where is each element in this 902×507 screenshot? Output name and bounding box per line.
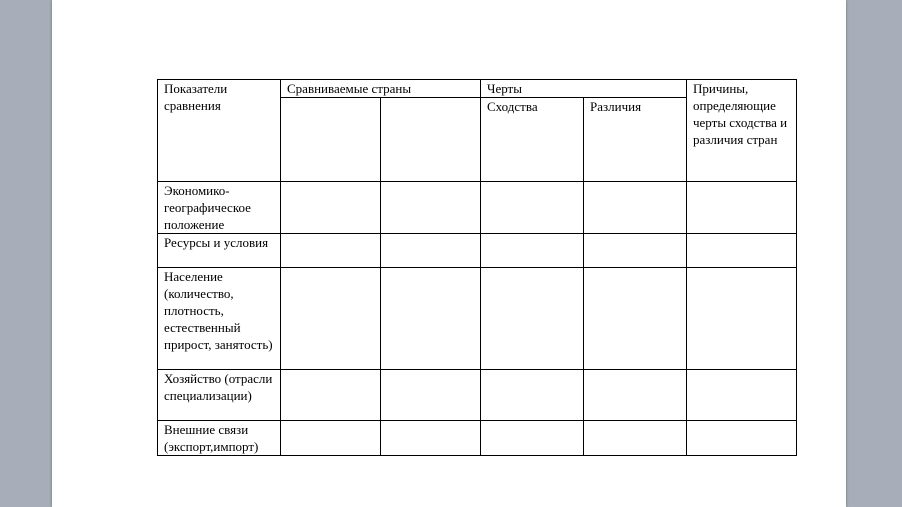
table-cell[interactable] [687,370,797,421]
table-cell[interactable] [481,370,584,421]
table-header-row-1 [158,80,797,98]
header-similarities: Сходства [481,98,584,182]
table-cell[interactable] [381,268,481,370]
table-cell[interactable] [584,234,687,268]
row-label-economy: Хозяйство (отрасли специализации) [158,370,281,421]
table-cell[interactable] [481,234,584,268]
document-page [52,0,846,507]
table-cell[interactable] [481,421,584,456]
table-cell[interactable] [584,268,687,370]
table-cell[interactable] [281,370,381,421]
header-differences: Различия [584,98,687,182]
table-cell[interactable] [687,268,797,370]
table-row [158,370,797,421]
table-row [158,421,797,456]
table-cell[interactable] [584,370,687,421]
table-cell[interactable] [381,234,481,268]
row-label-population: Население (количество, плотность, естественный прирост, занятость) [158,268,281,370]
table-row [158,182,797,234]
table-row [158,268,797,370]
table-cell[interactable] [281,421,381,456]
table-cell[interactable] [281,234,381,268]
country-1-cell[interactable] [281,98,381,182]
row-label-position: Экономико-географическое положение [158,182,281,234]
table-cell[interactable] [584,421,687,456]
comparison-table [157,79,797,456]
table-cell[interactable] [687,234,797,268]
header-countries: Сравниваемые страны [281,80,481,98]
table-cell[interactable] [687,421,797,456]
table-row [158,234,797,268]
table-cell[interactable] [381,370,481,421]
header-reasons: Причины, определяющие черты сходства и различия стран [687,80,797,182]
table-cell[interactable] [281,268,381,370]
country-2-cell[interactable] [381,98,481,182]
header-features: Черты [481,80,687,98]
row-label-resources: Ресурсы и условия [158,234,281,268]
table-cell[interactable] [687,182,797,234]
row-label-external-links: Внешние связи (экспорт,импорт) [158,421,281,456]
table-cell[interactable] [381,182,481,234]
table-cell[interactable] [481,268,584,370]
table-cell[interactable] [481,182,584,234]
table-cell[interactable] [281,182,381,234]
header-indicators: Показатели сравнения [158,80,281,182]
table-cell[interactable] [381,421,481,456]
table-cell[interactable] [584,182,687,234]
